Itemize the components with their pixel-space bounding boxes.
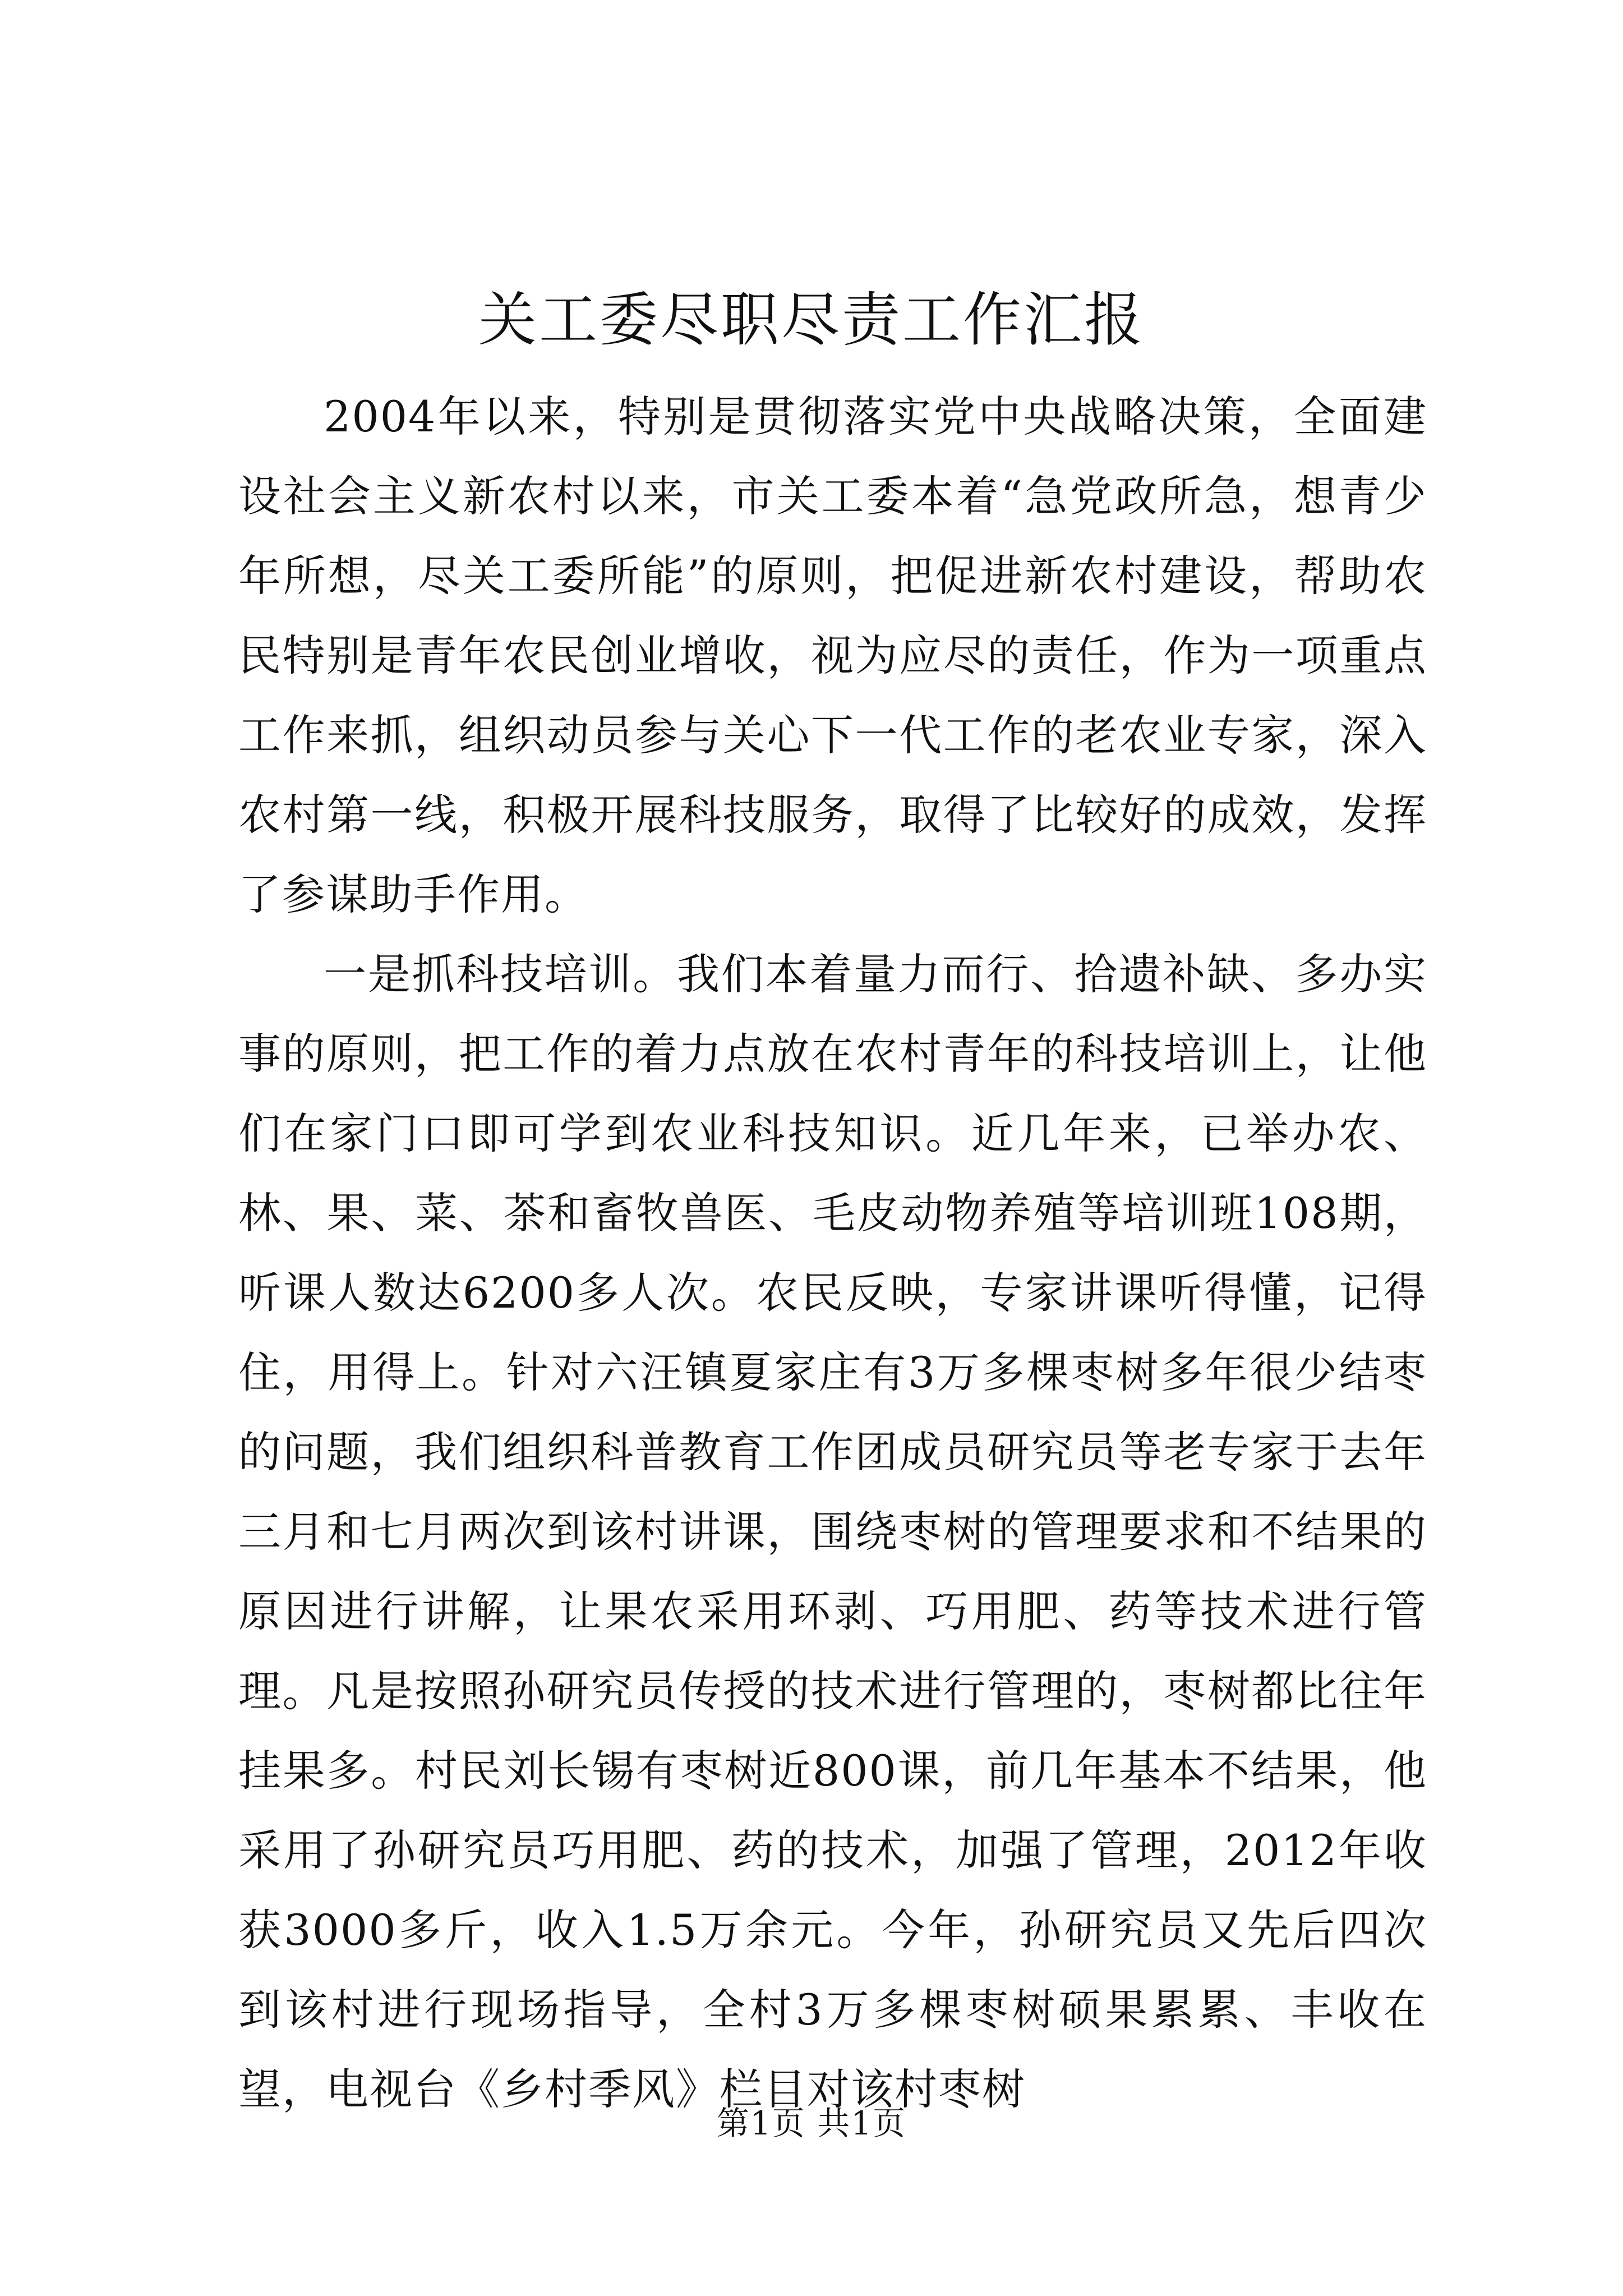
paragraph-intro: 2004年以来，特别是贯彻落实党中央战略决策，全面建设社会主义新农村以来，市关工委本着“急党政所急，想青少年所想，尽关工委所能”的原则，把促进新农村建设，帮助农民特别是青年农民创业增收，视为应尽的责任，作为一项重点工作来抓，组织动员参与关心下一代工作的老农业专家，深入农村第一线，积极开展科技服务，取得了比较好的成效，发挥了参谋助手作用。 [238,392,1427,919]
document-body [238,377,1427,2129]
page-footer: 第1页 共1页 [716,2104,907,2142]
paragraph-tech-training: 一是抓科技培训。我们本着量力而行、拾遗补缺、多办实事的原则，把工作的着力点放在农村青年的科技培训上，让他们在家门口即可学到农业科技知识。近几年来，已举办农、林、果、菜、茶和畜牧兽医、毛皮动物养殖等培训班108期，听课人数达6200多人次。农民反映，专家讲课听得懂，记得住，用得上。针对六汪镇夏家庄有3万多棵枣树多年很少结枣的问题，我们组织科普教育工作团成员研究员等老专家于去年三月和七月两次到该村讲课，围绕枣树的管理要求和不结果的原因进行讲解，让果农采用环剥、巧用肥、药等技术进行管理。凡是按照孙研究员传授的技术进行管理的，枣树都比往年挂果多。村民刘长锡有枣树近800课，前几年基本不结果，他采用了孙研究员巧用肥、药的技术，加强了管理，2012年收获3000多斤，收入1.5万余元。今年，孙研究员又先后四次到该村进行现场指导，全村3万多棵枣树硕果累累、丰收在望，电视台《乡村季风》栏目对该村枣树 [238,949,1427,2114]
document-title: 关工委尽职尽责工作汇报 [478,286,1145,354]
